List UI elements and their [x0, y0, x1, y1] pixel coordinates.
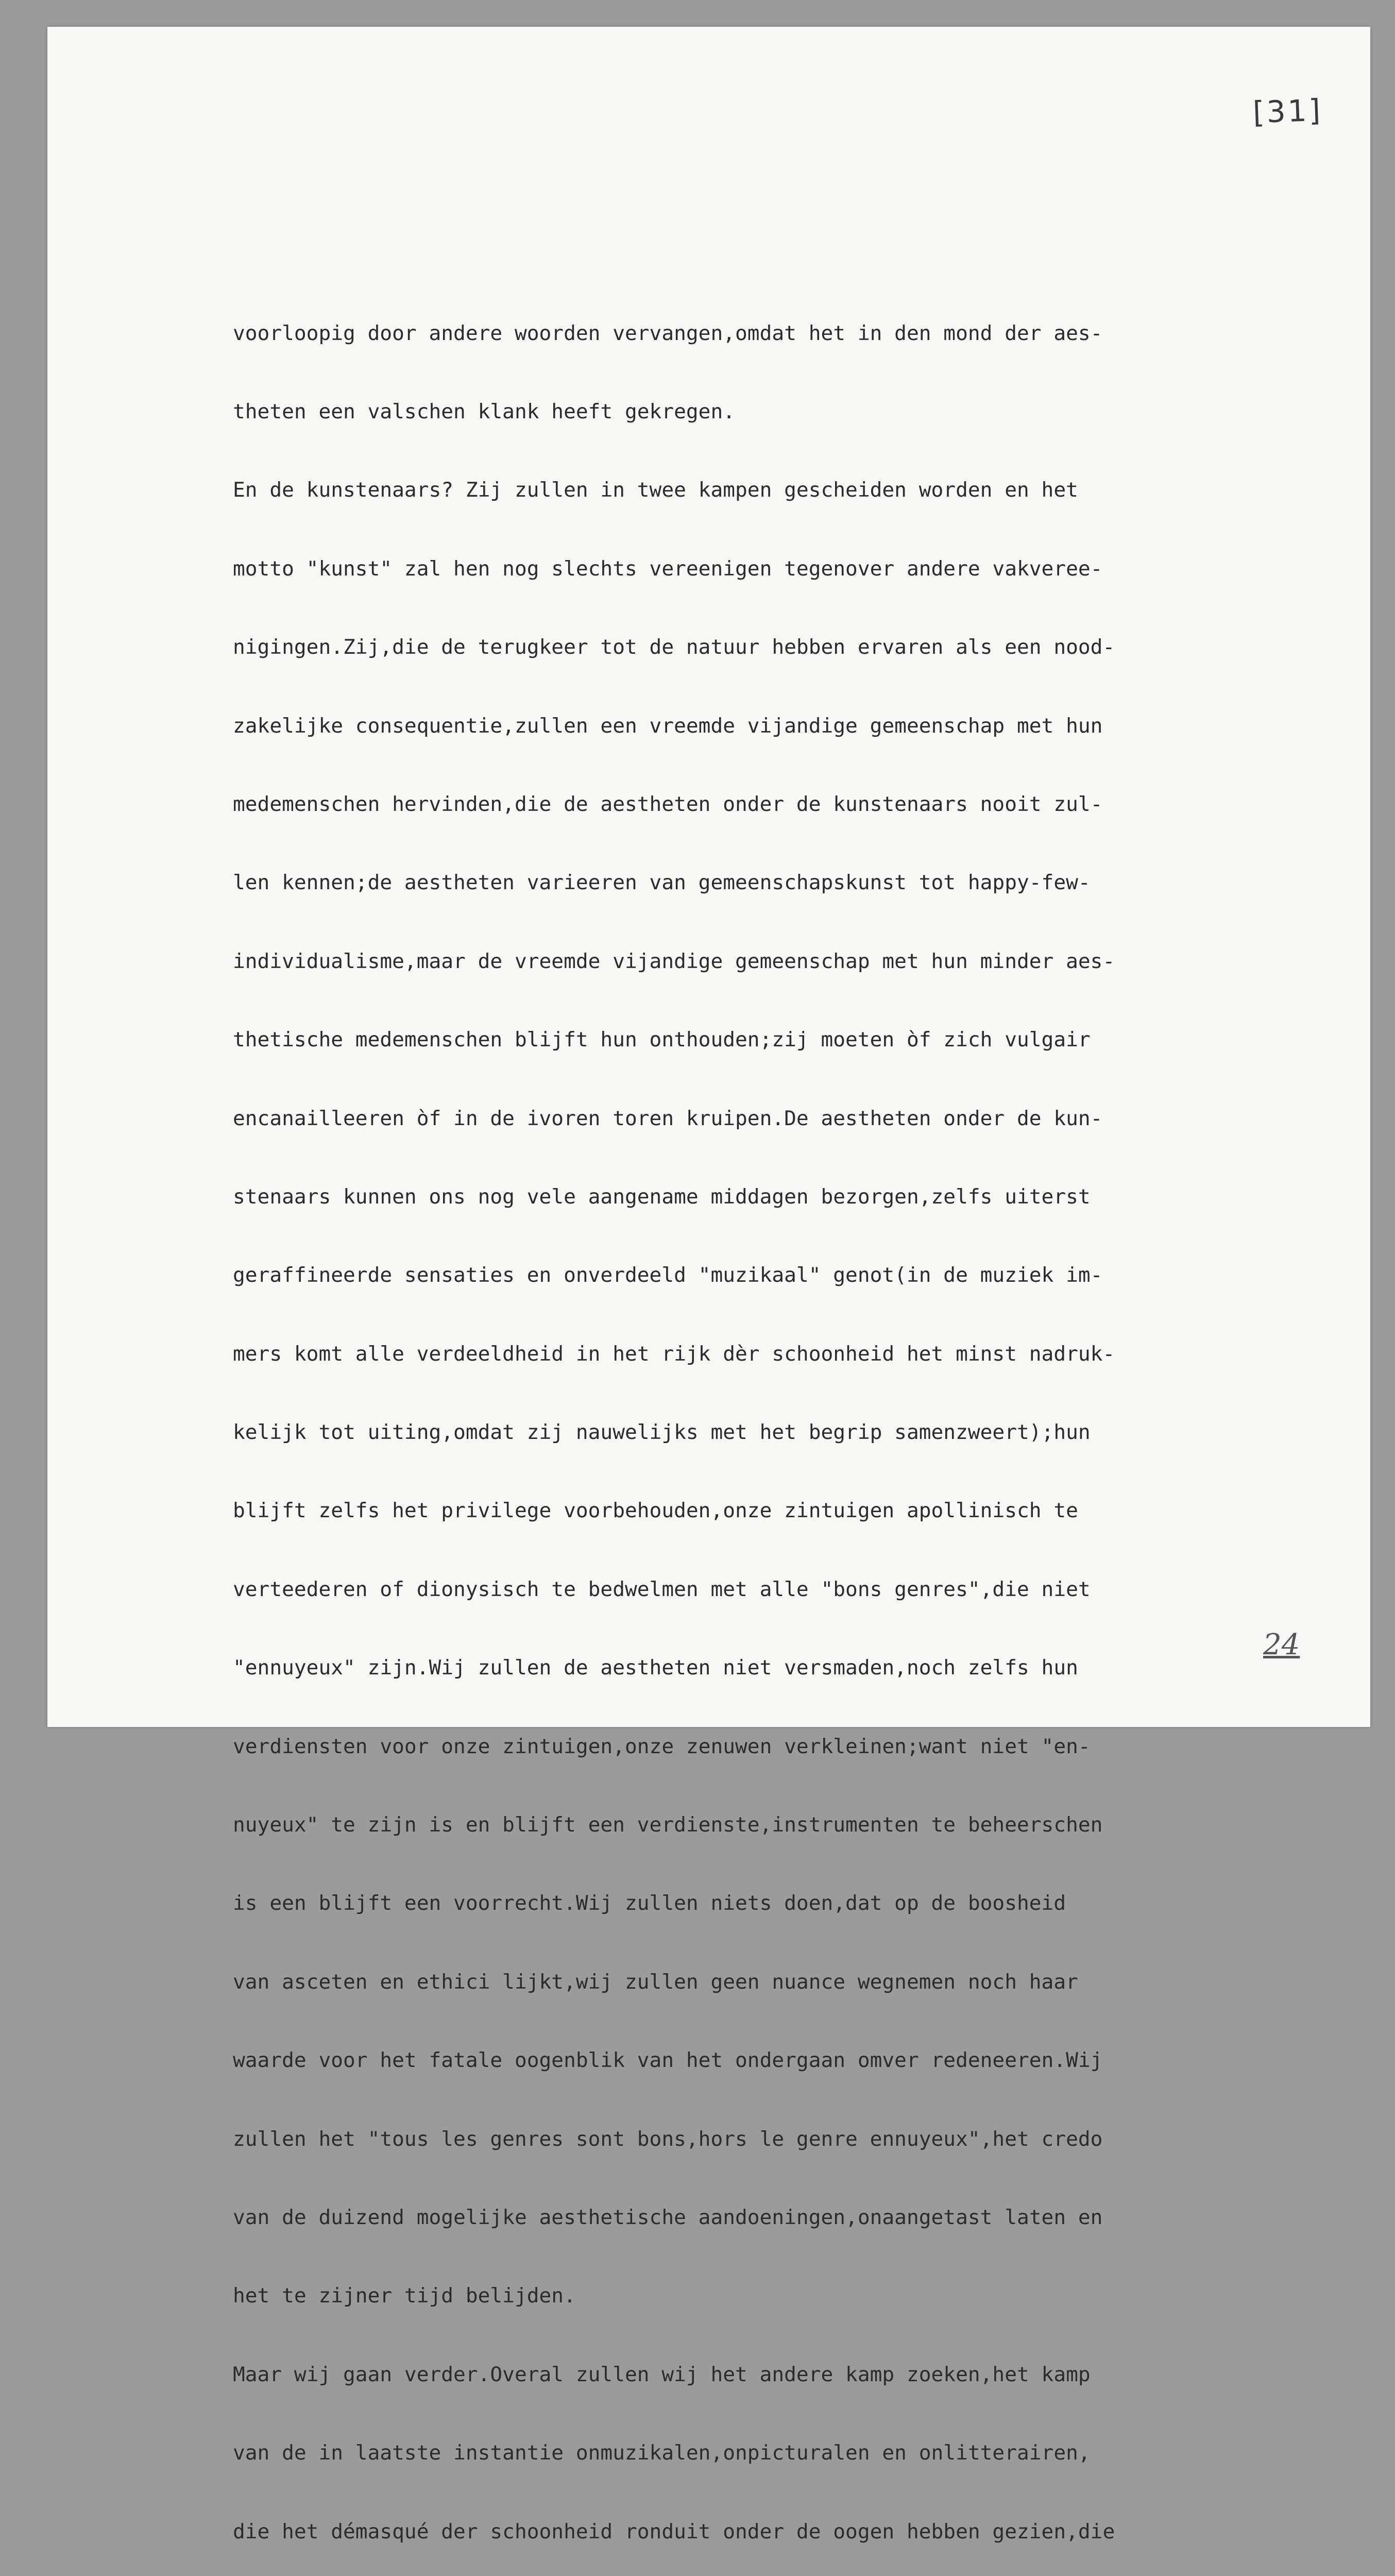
text-line: stenaars kunnen ons nog vele aangename middagen bezorgen,zelfs uiterst: [233, 1184, 1091, 1209]
text-line: zakelijke consequentie,zullen een vreemde vijandige gemeenschap met hun: [233, 714, 1103, 738]
text-line: voorloopig door andere woorden vervangen,omdat het in den mond der aes-: [233, 321, 1103, 345]
text-line: geraffineerde sensaties en onverdeeld "muzikaal" genot(in de muziek im-: [233, 1263, 1103, 1287]
text-line: van de duizend mogelijke aesthetische aandoeningen,onaangetast laten en: [233, 2205, 1103, 2229]
page-number: [31]: [1252, 92, 1323, 130]
text-line: nuyeux" te zijn is en blijft een verdienste,instrumenten te beheerschen: [233, 1813, 1103, 1837]
text-line: het te zijner tijd belijden.: [233, 2284, 576, 2308]
text-line: verteederen of dionysisch te bedwelmen met alle "bons genres",die niet: [233, 1577, 1091, 1601]
text-line: En de kunstenaars? Zij zullen in twee kampen gescheiden worden en het: [233, 478, 1078, 502]
text-line: zullen het "tous les genres sont bons,hors le genre ennuyeux",het credo: [233, 2127, 1103, 2151]
folio-number: 24: [1263, 1628, 1300, 1662]
text-line: van de in laatste instantie onmuzikalen,onpicturalen en onlitterairen,: [233, 2441, 1091, 2465]
typed-text-body: [233, 268, 1366, 2576]
text-line: len kennen;de aestheten varieeren van gemeenschapskunst tot happy-few-: [233, 871, 1091, 895]
text-line: blijft zelfs het privilege voorbehouden,onze zintuigen apollinisch te: [233, 1499, 1078, 1523]
text-line: motto "kunst" zal hen nog slechts vereenigen tegenover andere vakveree-: [233, 556, 1103, 581]
text-line: kelijk tot uiting,omdat zij nauwelijks met het begrip samenzweert);hun: [233, 1420, 1091, 1445]
text-line: is een blijft een voorrecht.Wij zullen niets doen,dat op de boosheid: [233, 1891, 1066, 1916]
text-line: nigingen.Zij,die de terugkeer tot de natuur hebben ervaren als een nood-: [233, 635, 1115, 659]
text-line: individualisme,maar de vreemde vijandige gemeenschap met hun minder aes-: [233, 949, 1115, 973]
text-line: "ennuyeux" zijn.Wij zullen de aestheten niet versmaden,noch zelfs hun: [233, 1656, 1078, 1680]
text-line: van asceten en ethici lijkt,wij zullen geen nuance wegnemen noch haar: [233, 1970, 1078, 1994]
text-line: Maar wij gaan verder.Overal zullen wij het andere kamp zoeken,het kamp: [233, 2362, 1091, 2386]
text-line: theten een valschen klank heeft gekregen.: [233, 399, 736, 423]
text-line: waarde voor het fatale oogenblik van het ondergaan omver redeneeren.Wij: [233, 2048, 1103, 2073]
text-line: verdiensten voor onze zintuigen,onze zenuwen verkleinen;want niet "en-: [233, 1734, 1091, 1758]
text-line: thetische medemenschen blijft hun onthouden;zij moeten òf zich vulgair: [233, 1028, 1091, 1052]
typescript-page: [47, 27, 1370, 2544]
text-line: mers komt alle verdeeldheid in het rijk dèr schoonheid het minst nadruk-: [233, 1342, 1115, 1366]
text-line: encanailleeren òf in de ivoren toren kruipen.De aestheten onder de kun-: [233, 1106, 1103, 1130]
text-line: die het démasqué der schoonheid ronduit onder de oogen hebben gezien,die: [233, 2519, 1115, 2544]
text-line: medemenschen hervinden,die de aestheten onder de kunstenaars nooit zul-: [233, 792, 1103, 816]
